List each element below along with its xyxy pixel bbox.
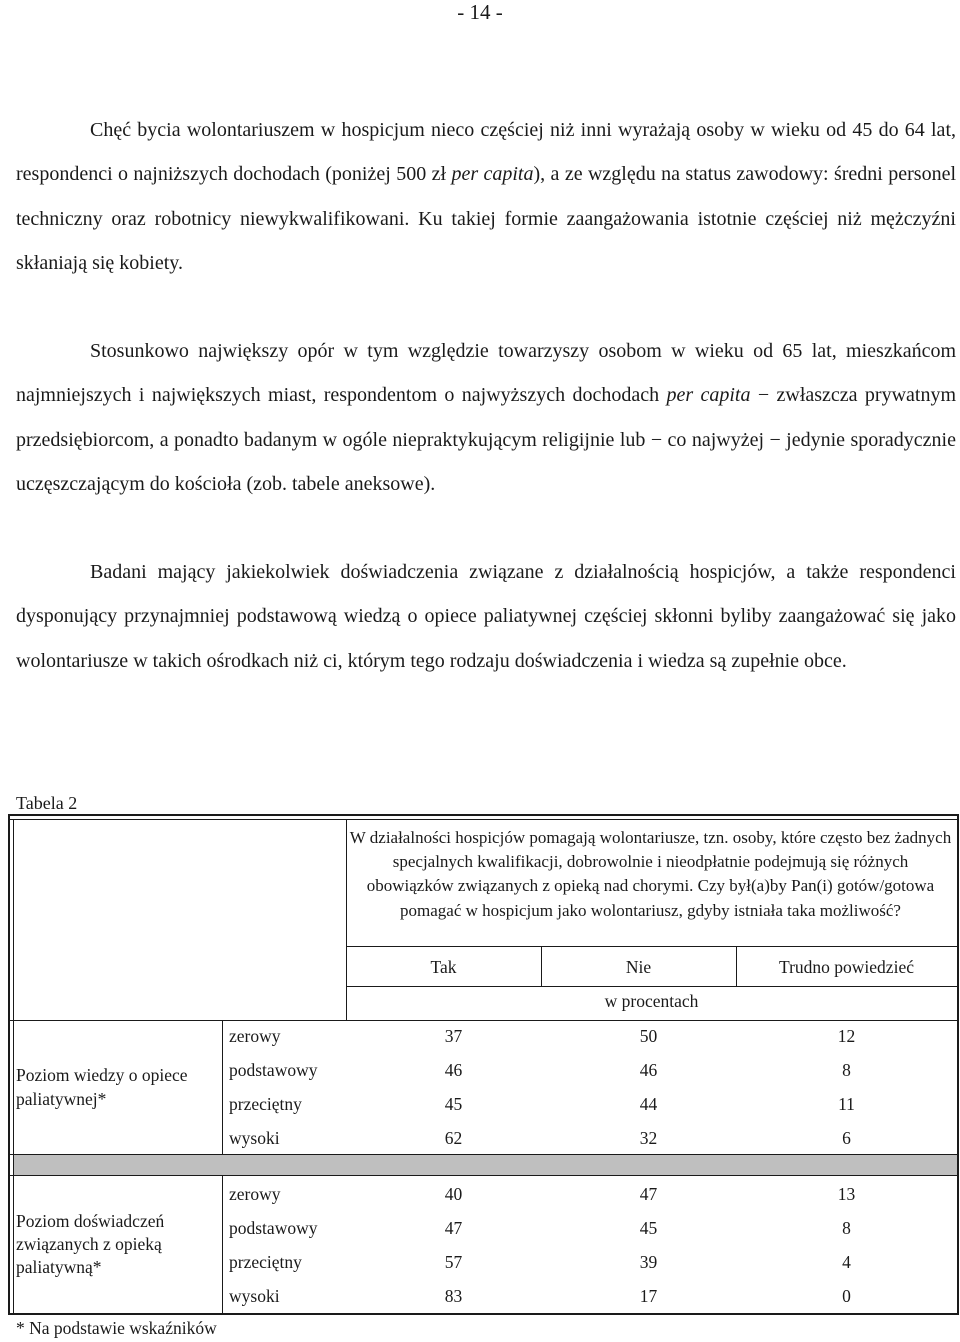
row-label: podstawowy [229, 1218, 318, 1238]
value-cell: 8 [842, 1218, 851, 1238]
value-cell: 39 [639, 1252, 658, 1272]
value-cell: 13 [837, 1184, 856, 1204]
separator-band [14, 1155, 957, 1175]
table-border [8, 1313, 959, 1315]
value-cell: 40 [444, 1184, 463, 1204]
table-title: Tabela 2 [16, 793, 78, 813]
value-cell: 50 [639, 1026, 658, 1046]
value-cell: 6 [842, 1128, 851, 1148]
table-rule [222, 1020, 223, 1154]
value-cell: 44 [639, 1094, 658, 1114]
table-rule [346, 986, 957, 987]
table-footnote: * Na podstawie wskaźników [16, 1318, 217, 1338]
value-cell: 37 [444, 1026, 463, 1046]
table-border [957, 814, 959, 1315]
table-rule [346, 946, 957, 947]
table-rule [222, 1175, 223, 1313]
group-label-knowledge: Poziom wiedzy o opiece paliatywnej* [16, 1065, 188, 1109]
value-cell: 83 [444, 1286, 463, 1306]
value-cell: 4 [842, 1252, 851, 1272]
row-label: zerowy [229, 1026, 281, 1046]
value-cell: 47 [639, 1184, 658, 1204]
row-label: przeciętny [229, 1094, 302, 1114]
table-border [13, 819, 14, 1315]
results-table [8, 814, 959, 1315]
value-cell: 47 [444, 1218, 463, 1238]
survey-question: W działalności hospicjów pomagają wolontariusze, tzn. osoby, które często bez żadnych specjalnych kwalifikacji, dobrowolnie i nieodpłatnie podejmują się różnych obowiązków związanych z opieką nad chorymi. Czy był(a)by Pan(i) gotów/gotowa pomagać w hospicjum jako wolontariusz, gdyby istniała taka możliwość? [349, 828, 952, 920]
value-cell: 62 [444, 1128, 463, 1148]
unit-label: w procentach [604, 991, 699, 1011]
table-rule [8, 1175, 957, 1176]
value-cell: 8 [842, 1060, 851, 1080]
column-header-trudno-powiedziec: Trudno powiedzieć [779, 957, 914, 977]
table-border [8, 819, 959, 820]
value-cell: 46 [639, 1060, 658, 1080]
value-cell: 45 [639, 1218, 658, 1238]
group-label-experience: Poziom doświadczeń związanych z opieką paliatywną* [16, 1211, 165, 1277]
row-label: podstawowy [229, 1060, 318, 1080]
row-label: wysoki [229, 1286, 280, 1306]
table-border [8, 814, 959, 816]
row-label: wysoki [229, 1128, 280, 1148]
value-cell: 46 [444, 1060, 463, 1080]
row-label: zerowy [229, 1184, 281, 1204]
value-cell: 0 [842, 1286, 851, 1306]
page-number: - 14 - [457, 0, 503, 24]
value-cell: 17 [639, 1286, 658, 1306]
value-cell: 45 [444, 1094, 463, 1114]
table-rule [8, 1020, 957, 1021]
paragraph-3: Badani mający jakiekolwiek doświadczenia związane z działalnością hospicjów, a także respondenci dysponujący przynajmniej podstawową wiedzą o opiece paliatywnej częściej skłonni byliby zaangażować się jako wolontariusze w takich ośrodkach niż ci, którym tego rodzaju doświadczenia i wiedza są zupełnie obce. [16, 561, 956, 672]
column-header-nie: Nie [625, 957, 652, 977]
paragraph-1: Chęć bycia wolontariuszem w hospicjum nieco częściej niż inni wyrażają osoby w wieku od 45 do 64 lat, respondenci o najniższych dochodach (poniżej 500 zł per capita), a ze względu na status zawodowy: średni personel techniczny oraz robotnicy niewykwalifikowani. Ku takiej formie zaangażowania istotnie częściej niż mężczyźni skłaniają się kobiety. [16, 119, 957, 275]
row-label: przeciętny [229, 1252, 302, 1272]
column-header-tak: Tak [430, 957, 457, 977]
table-border [8, 814, 10, 1315]
value-cell: 12 [837, 1026, 856, 1046]
value-cell: 57 [444, 1252, 463, 1272]
paragraph-2: Stosunkowo największy opór w tym względzie towarzyszy osobom w wieku od 65 lat, mieszkańcom najmniejszych i największych miast, respondentom o najwyższych dochodach per capita − zwłaszcza prywatnym przedsiębiorcom, a ponadto badanym w ogóle niepraktykującym religijnie lub − co najwyżej − jedynie sporadycznie uczęszczającym do kościoła (zob. tabele aneksowe). [16, 340, 957, 496]
value-cell: 11 [838, 1094, 855, 1114]
value-cell: 32 [639, 1128, 658, 1148]
